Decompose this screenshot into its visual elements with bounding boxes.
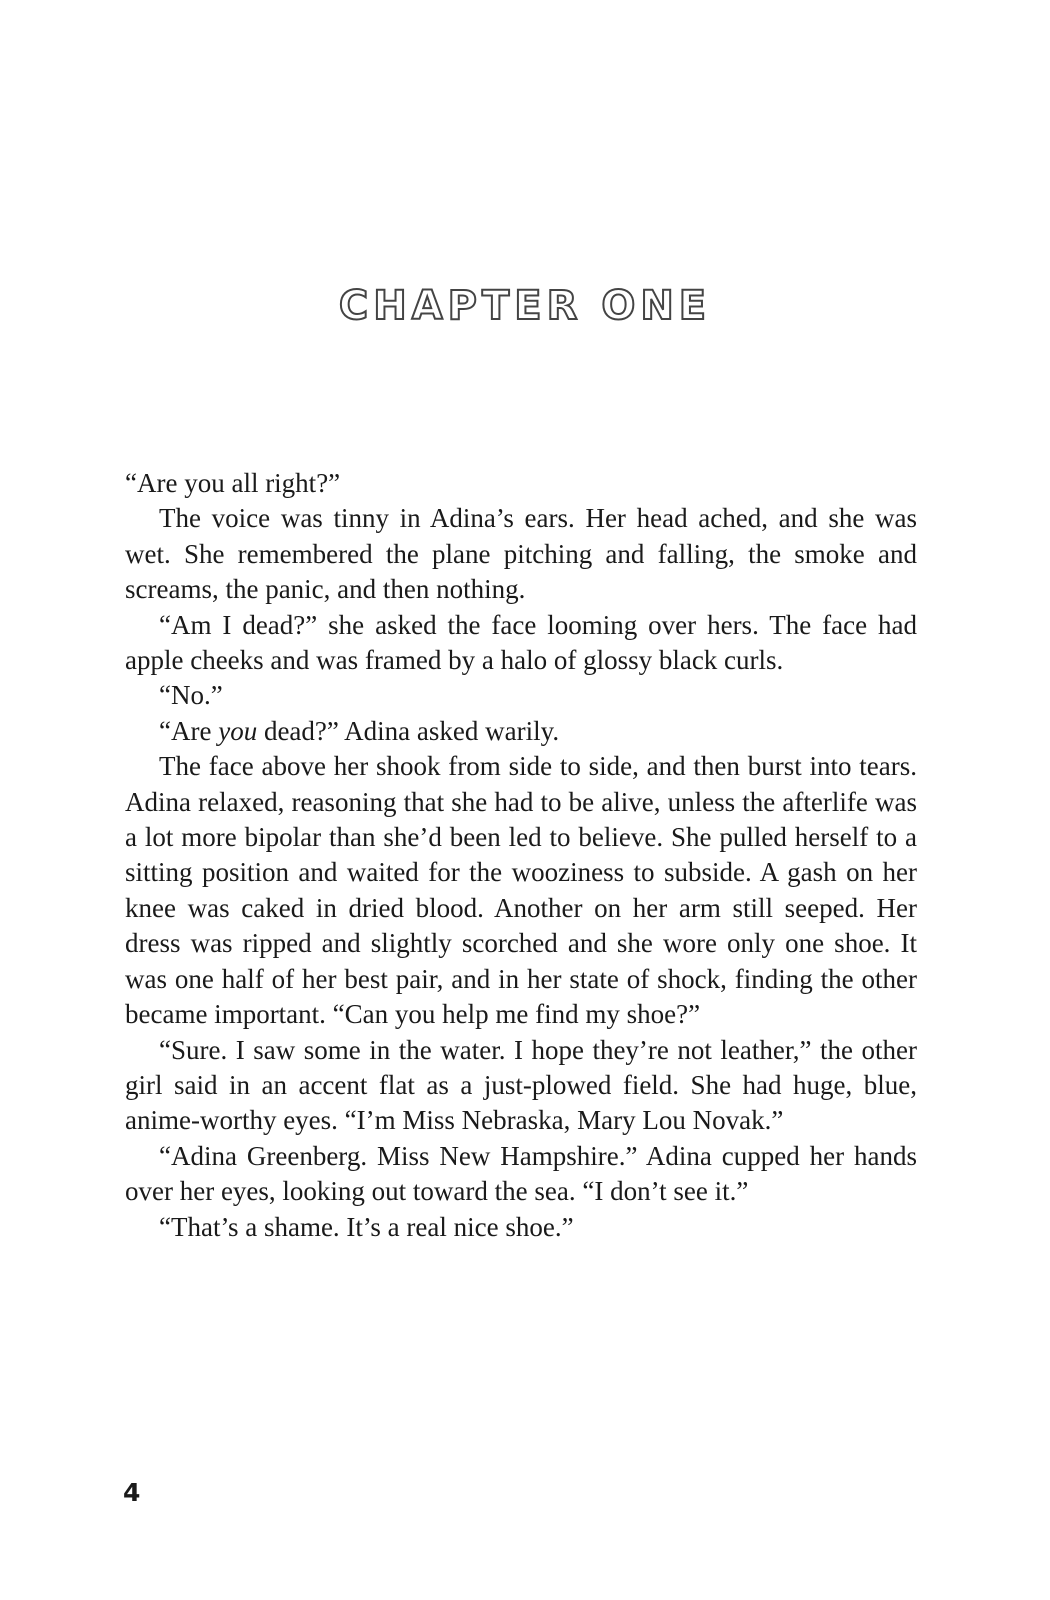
paragraph: The voice was tinny in Adina’s ears. Her head ached, and she was wet. She remembered the plane pitching and falling, the smoke and screams, the panic, and then nothing. (125, 503, 917, 605)
paragraph: “Adina Greenberg. Miss New Hampshire.” Adina cupped her hands over her eyes, looking out toward the sea. “I don’t see it.” (125, 1140, 917, 1207)
paragraph: “That’s a shame. It’s a real nice shoe.” (159, 1211, 574, 1242)
paragraph-text: dead?” Adina asked warily. (257, 715, 560, 746)
chapter-title: CHAPTER ONE (338, 283, 712, 329)
emphasized-word: you (218, 715, 258, 746)
paragraph: The face above her shook from side to side, and then burst into tears. Adina relaxed, reasoning that she had to be alive, unless the afterlife was a lot more bipolar than she’d been led to believe. She pulled herself to a sitting position and waited for the wooziness to subside. A gash on her knee was caked in dried blood. Another on her arm still seeped. Her dress was ripped and slightly scorched and she wore only one shoe. It was one half of her best pair, and in her state of shock, finding the other became important. “Can you help me find my shoe?” (125, 751, 917, 1030)
paragraph: “No.” (159, 680, 223, 711)
paragraph (125, 714, 917, 749)
paragraph-text: “Are (159, 715, 219, 746)
paragraph: “Am I dead?” she asked the face looming over hers. The face had apple cheeks and was framed by a halo of glossy black curls. (125, 609, 917, 676)
paragraph: “Sure. I saw some in the water. I hope they’re not leather,” the other girl said in an accent flat as a just-plowed field. She had huge, blue, anime-worthy eyes. “I’m Miss Nebraska, Mary Lou Novak.” (125, 1034, 917, 1136)
page-number: 4 (123, 1478, 141, 1507)
body-text (125, 466, 917, 1245)
paragraph: “Are you all right?” (125, 468, 341, 498)
